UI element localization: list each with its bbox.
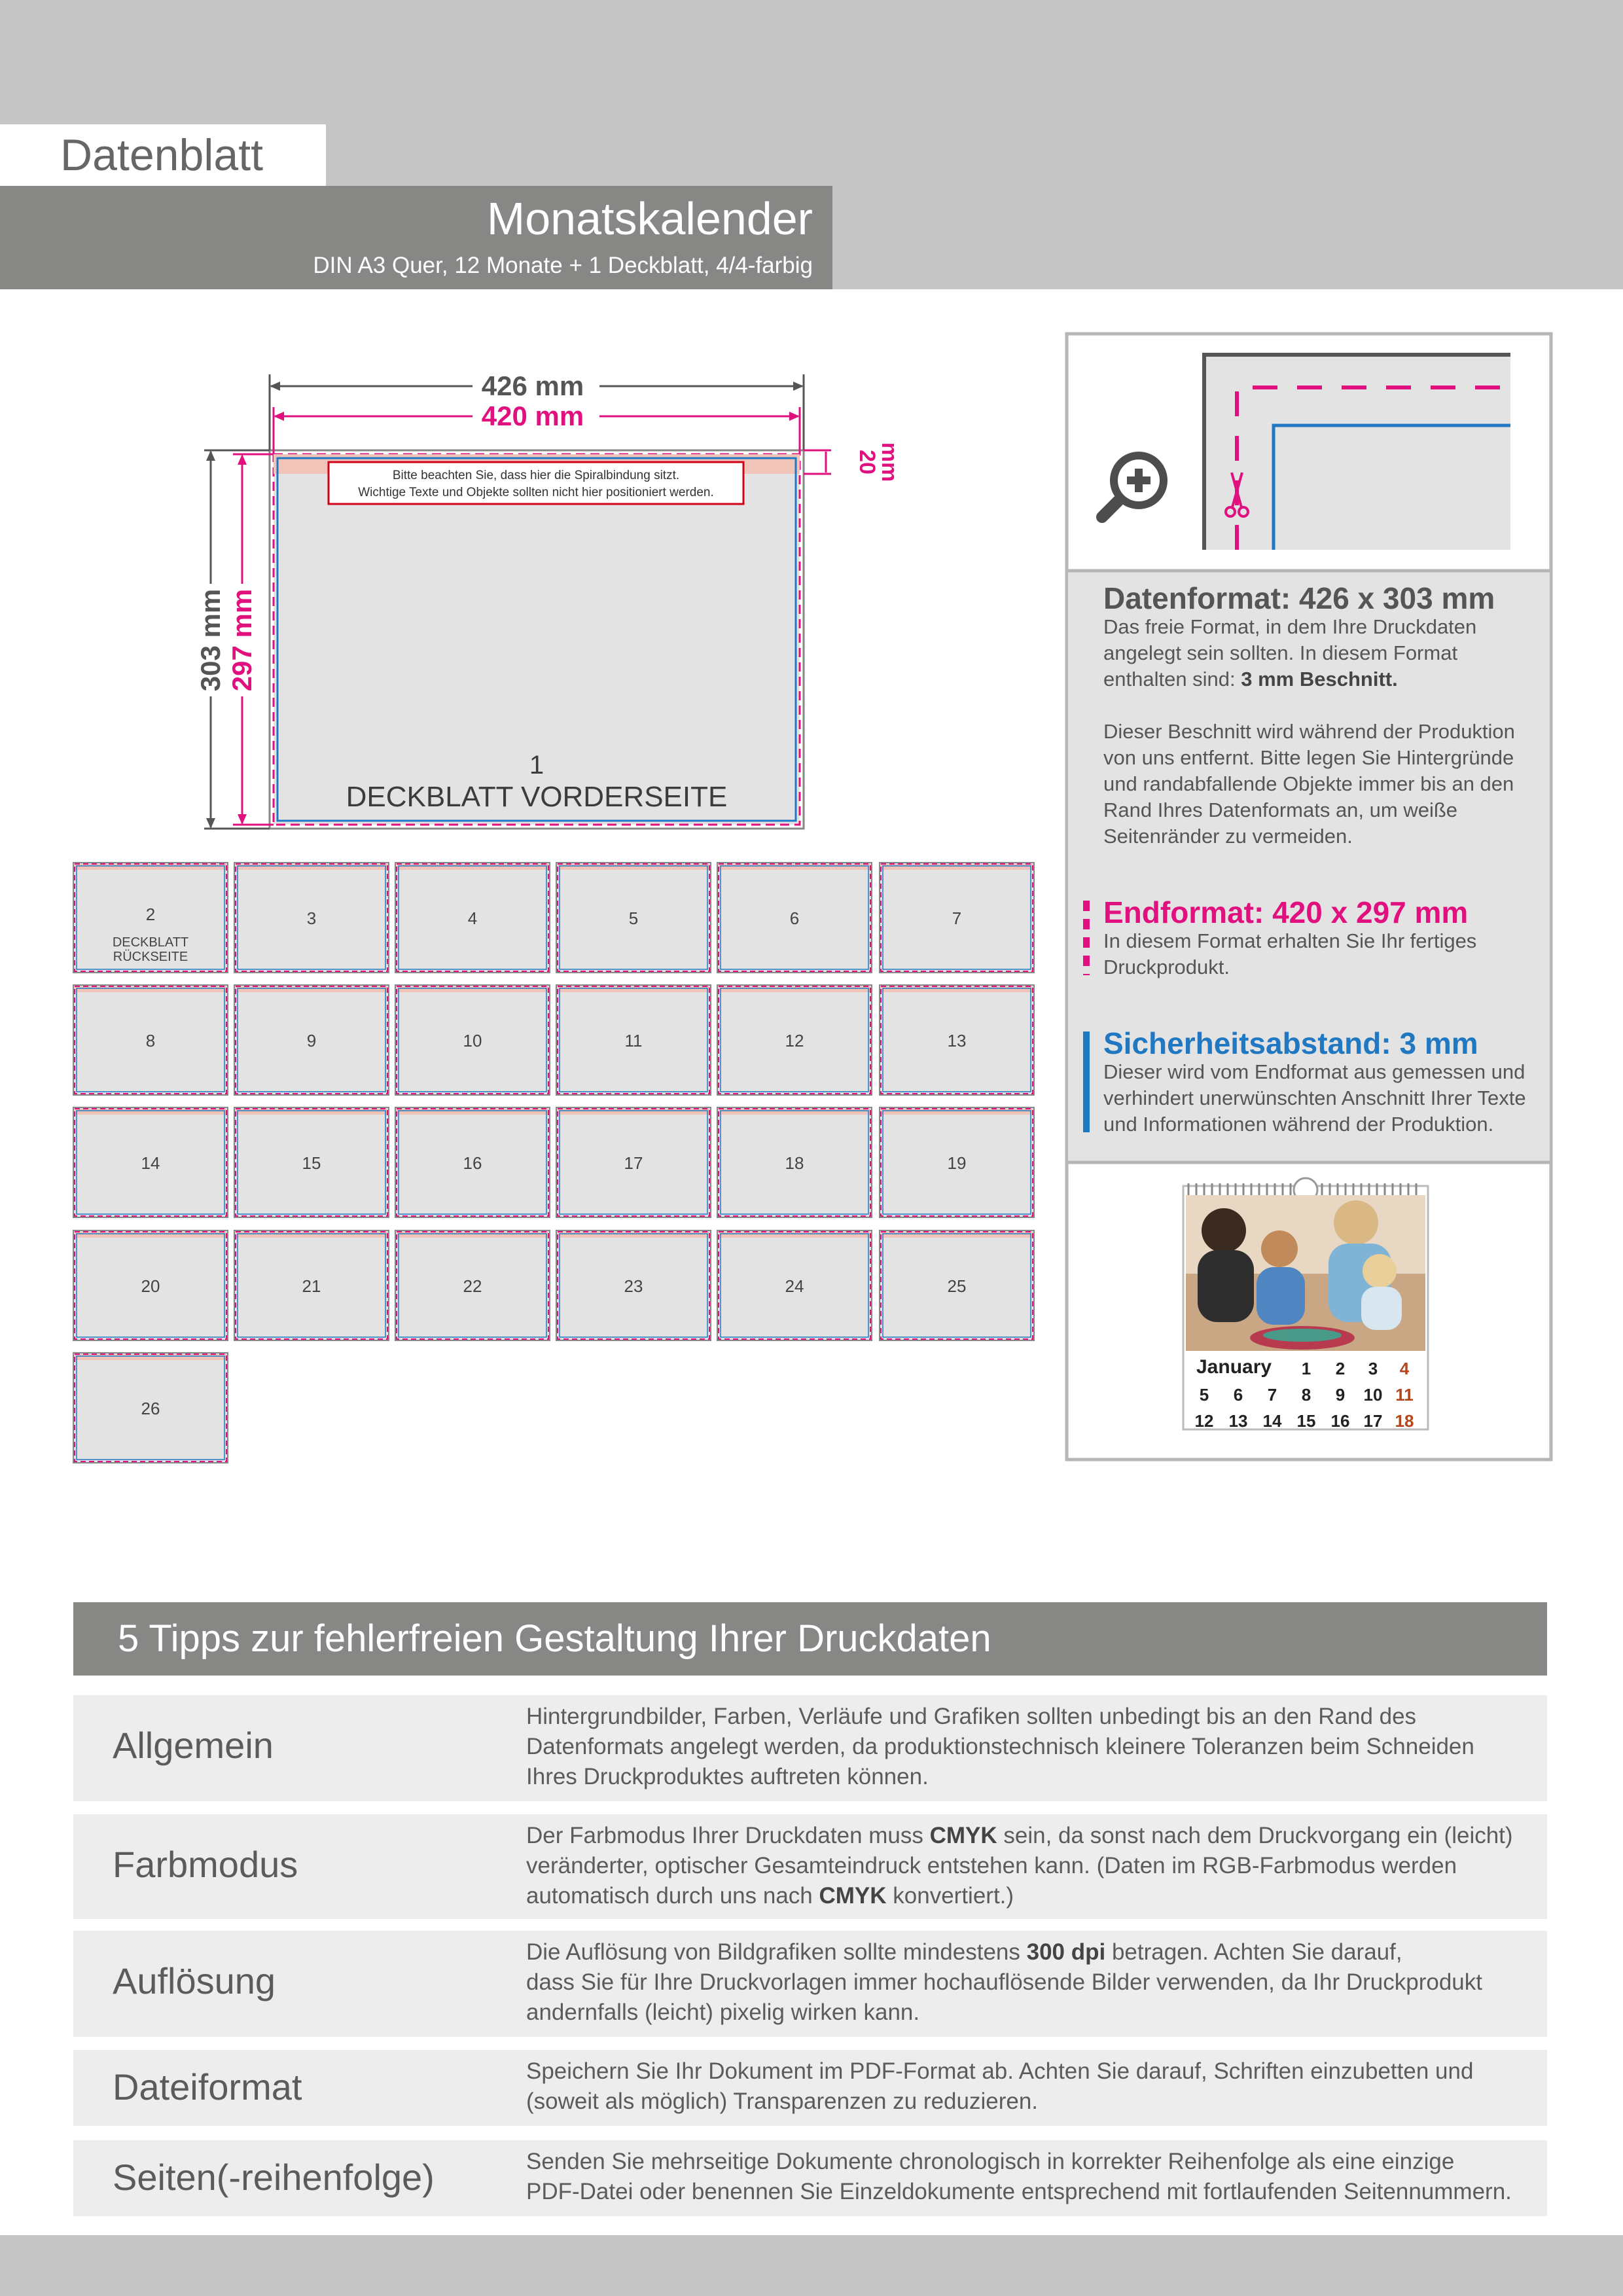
width-final-label: 420 mm <box>481 401 584 431</box>
sicherheitsabstand-text <box>1103 1060 1526 1136</box>
tip-line: Hintergrundbilder, Farben, Verläufe und Grafiken sollten unbedingt bis an den Rand des <box>526 1704 1417 1729</box>
page-number: 11 <box>624 1031 643 1050</box>
tip-line: konvertiert.) <box>886 1883 1014 1909</box>
page-thumbnail <box>717 1230 872 1340</box>
tip-line: veränderter, optischer Gesamteindruck entstehen kann. (Daten im RGB-Farbmodus werden <box>526 1853 1457 1878</box>
calendar-day: 18 <box>1395 1411 1414 1431</box>
page-number: 6 <box>789 908 800 928</box>
tip-line: Speichern Sie Ihr Dokument im PDF-Format ab. Achten Sie darauf, Schriften einzubetten und <box>526 2058 1474 2084</box>
tip-keyword: 300 dpi <box>1026 1939 1106 1965</box>
page-number: 17 <box>624 1153 643 1173</box>
info-line: Das freie Format, in dem Ihre Druckdaten <box>1103 615 1477 638</box>
page-thumbnail <box>556 1230 711 1340</box>
page-number: 5 <box>628 908 639 928</box>
page-thumbnails <box>73 863 1034 1463</box>
info-line: Druckprodukt. <box>1103 956 1230 978</box>
calendar-day: 8 <box>1301 1385 1311 1405</box>
page-number: 2 <box>145 905 156 924</box>
width-data-label: 426 mm <box>481 370 584 401</box>
tip-label: Farbmodus <box>113 1844 298 1885</box>
info-line: Seitenränder zu vermeiden. <box>1103 825 1353 848</box>
info-line: von uns entfernt. Bitte legen Sie Hintergründe <box>1103 746 1514 769</box>
info-line: Dieser Beschnitt wird während der Produktion <box>1103 720 1515 743</box>
tip-row <box>73 1931 1547 2037</box>
calendar-day: 11 <box>1395 1385 1414 1405</box>
page-thumbnail <box>880 1230 1034 1340</box>
calendar-day: 9 <box>1335 1385 1346 1405</box>
tip-line: Senden Sie mehrseitige Dokumente chronologisch in korrekter Reihenfolge als eine einzige <box>526 2149 1455 2174</box>
tip-row <box>73 1814 1547 1919</box>
info-line: verhindert unerwünschten Anschnitt Ihrer Texte <box>1103 1086 1526 1109</box>
endformat-title: Endformat: 420 x 297 mm <box>1103 895 1469 929</box>
tip-text <box>526 1937 1531 2028</box>
tip-line: automatisch durch uns nach <box>526 1883 819 1909</box>
page-number: 23 <box>624 1276 643 1296</box>
page-thumbnail <box>73 1230 228 1340</box>
page-number: 13 <box>947 1031 967 1050</box>
page-thumbnail <box>556 1107 711 1217</box>
page-number: 18 <box>785 1153 804 1173</box>
calendar-day: 4 <box>1399 1359 1410 1378</box>
page-thumbnail <box>73 1353 228 1463</box>
spiral-notice-line2: Wichtige Texte und Objekte sollten nicht hier positioniert werden. <box>358 486 714 499</box>
tip-line: betragen. Achten Sie darauf, <box>1105 1939 1402 1965</box>
page-thumbnail <box>234 863 389 973</box>
page-number: 15 <box>302 1153 321 1173</box>
tip-label: Allgemein <box>113 1725 274 1766</box>
datenformat-title: Datenformat: 426 x 303 mm <box>1103 581 1495 615</box>
calendar-day: 12 <box>1194 1411 1214 1431</box>
info-bold: 3 mm Beschnitt. <box>1241 668 1398 691</box>
page-thumbnail <box>556 863 711 973</box>
tip-line: sein, da sonst nach dem Druckvorgang ein (leicht) <box>997 1823 1513 1848</box>
page-sublabel: DECKBLATT <box>112 935 189 950</box>
tip-line: Die Auflösung von Bildgrafiken sollte mindestens <box>526 1939 1027 1965</box>
tip-text <box>526 1821 1531 1911</box>
tip-row <box>73 2140 1547 2216</box>
page-number: 3 <box>306 908 317 928</box>
tip-keyword: CMYK <box>929 1823 997 1848</box>
height-final-label: 297 mm <box>226 588 257 692</box>
calendar-day: 1 <box>1301 1359 1311 1378</box>
calendar-day: 6 <box>1233 1385 1243 1405</box>
page-thumbnail <box>73 863 228 973</box>
calendar-day: 10 <box>1363 1385 1383 1405</box>
tip-row <box>73 2050 1547 2126</box>
page-thumbnail <box>880 863 1034 973</box>
page-thumbnail <box>395 863 550 973</box>
page-thumbnail <box>234 1107 389 1217</box>
page-number: 10 <box>463 1031 482 1050</box>
calendar-day: 15 <box>1296 1411 1316 1431</box>
tip-text <box>526 2147 1531 2207</box>
tip-line: dass Sie für Ihre Druckvorlagen immer hochauflösende Bilder verwenden, da Ihr Druckprodukt <box>526 1969 1482 1995</box>
calendar-day: 5 <box>1199 1385 1209 1405</box>
page-number: 4 <box>467 908 478 928</box>
tip-line: andernfalls (leicht) pixelig wirken kann. <box>526 2000 920 2025</box>
page-thumbnail <box>395 1107 550 1217</box>
tip-label: Dateiformat <box>113 2066 302 2108</box>
page-thumbnail <box>395 1230 550 1340</box>
tip-row <box>73 1695 1547 1801</box>
calendar-day: 17 <box>1363 1411 1383 1431</box>
spiral-notice-line1: Bitte beachten Sie, dass hier die Spiralbindung sitzt. <box>392 469 680 482</box>
page-sublabel: RÜCKSEITE <box>113 950 188 964</box>
product-subtitle: DIN A3 Quer, 12 Monate + 1 Deckblatt, 4/4-farbig <box>313 253 813 278</box>
page-thumbnail <box>234 1230 389 1340</box>
page-thumbnail <box>717 985 872 1095</box>
family-photo <box>1186 1195 1425 1351</box>
tips-heading: 5 Tipps zur fehlerfreien Gestaltung Ihrer Druckdaten <box>73 1602 1547 1676</box>
page-thumbnail <box>395 985 550 1095</box>
cover-label: DECKBLATT VORDERSEITE <box>346 781 728 813</box>
tip-text <box>526 1702 1531 1792</box>
height-data-label: 303 mm <box>195 588 226 692</box>
page-number: 14 <box>141 1153 160 1173</box>
tip-line: Der Farbmodus Ihrer Druckdaten muss <box>526 1823 930 1848</box>
calendar-day: 2 <box>1335 1359 1346 1378</box>
page-number: 24 <box>785 1276 804 1296</box>
page-number: 22 <box>463 1276 482 1296</box>
calendar-preview <box>1183 1178 1428 1431</box>
spiral-unit: mm <box>877 442 902 482</box>
page-thumbnail <box>717 1107 872 1217</box>
cover-number: 1 <box>529 751 544 780</box>
page-thumbnail <box>556 985 711 1095</box>
tip-label: Auflösung <box>113 1960 276 2001</box>
page-thumbnail <box>73 985 228 1095</box>
page-number: 12 <box>785 1031 804 1050</box>
calendar-day: 13 <box>1228 1411 1248 1431</box>
tip-line: Datenformats angelegt werden, da produktionstechnisch kleinere Toleranzen beim Schneiden <box>526 1734 1474 1759</box>
info-line: und randabfallende Objekte immer bis an den <box>1103 772 1514 795</box>
info-line: enthalten sind: 3 mm Beschnitt. <box>1103 668 1398 691</box>
info-line: angelegt sein sollten. In diesem Format <box>1103 641 1458 664</box>
calendar-day: 3 <box>1368 1359 1378 1378</box>
page-thumbnail <box>234 985 389 1095</box>
calendar-day: 16 <box>1330 1411 1350 1431</box>
page-number: 9 <box>306 1031 317 1050</box>
page-number: 19 <box>947 1153 967 1173</box>
page-number: 26 <box>141 1399 160 1418</box>
page-number: 25 <box>947 1276 967 1296</box>
sicherheitsabstand-title: Sicherheitsabstand: 3 mm <box>1103 1026 1478 1060</box>
page-number: 20 <box>141 1276 160 1296</box>
tip-text <box>526 2056 1531 2117</box>
info-line: In diesem Format erhalten Sie Ihr fertiges <box>1103 929 1477 952</box>
page-number: 8 <box>145 1031 156 1050</box>
info-line: und Informationen während der Produktion. <box>1103 1113 1494 1136</box>
page-thumbnail <box>880 985 1034 1095</box>
calendar-day: 7 <box>1267 1385 1277 1405</box>
page-thumbnail <box>717 863 872 973</box>
product-title: Monatskalender <box>486 193 813 244</box>
page-number: 21 <box>302 1276 321 1296</box>
page-thumbnail <box>73 1107 228 1217</box>
info-line: Dieser wird vom Endformat aus gemessen und <box>1103 1060 1525 1083</box>
tip-line: Ihres Druckproduktes auftreten können. <box>526 1764 929 1789</box>
tip-line: (soweit als möglich) Transparenzen zu reduzieren. <box>526 2089 1039 2114</box>
corner-detail <box>1204 355 1510 550</box>
tip-keyword: CMYK <box>819 1883 887 1909</box>
page-number: 7 <box>952 908 962 928</box>
spiral-value: 20 <box>855 450 880 475</box>
sheet-label: Datenblatt <box>0 124 326 186</box>
page-number: 16 <box>463 1153 482 1173</box>
tip-line: PDF-Datei oder benennen Sie Einzeldokumente entsprechend mit fortlaufenden Seitennummern. <box>526 2179 1512 2204</box>
page-thumbnail <box>880 1107 1034 1217</box>
calendar-day: 14 <box>1262 1411 1282 1431</box>
tip-label: Seiten(-reihenfolge) <box>113 2157 435 2198</box>
calendar-month: January <box>1196 1356 1272 1378</box>
info-line: Rand Ihres Datenformats an, um weiße <box>1103 798 1458 821</box>
